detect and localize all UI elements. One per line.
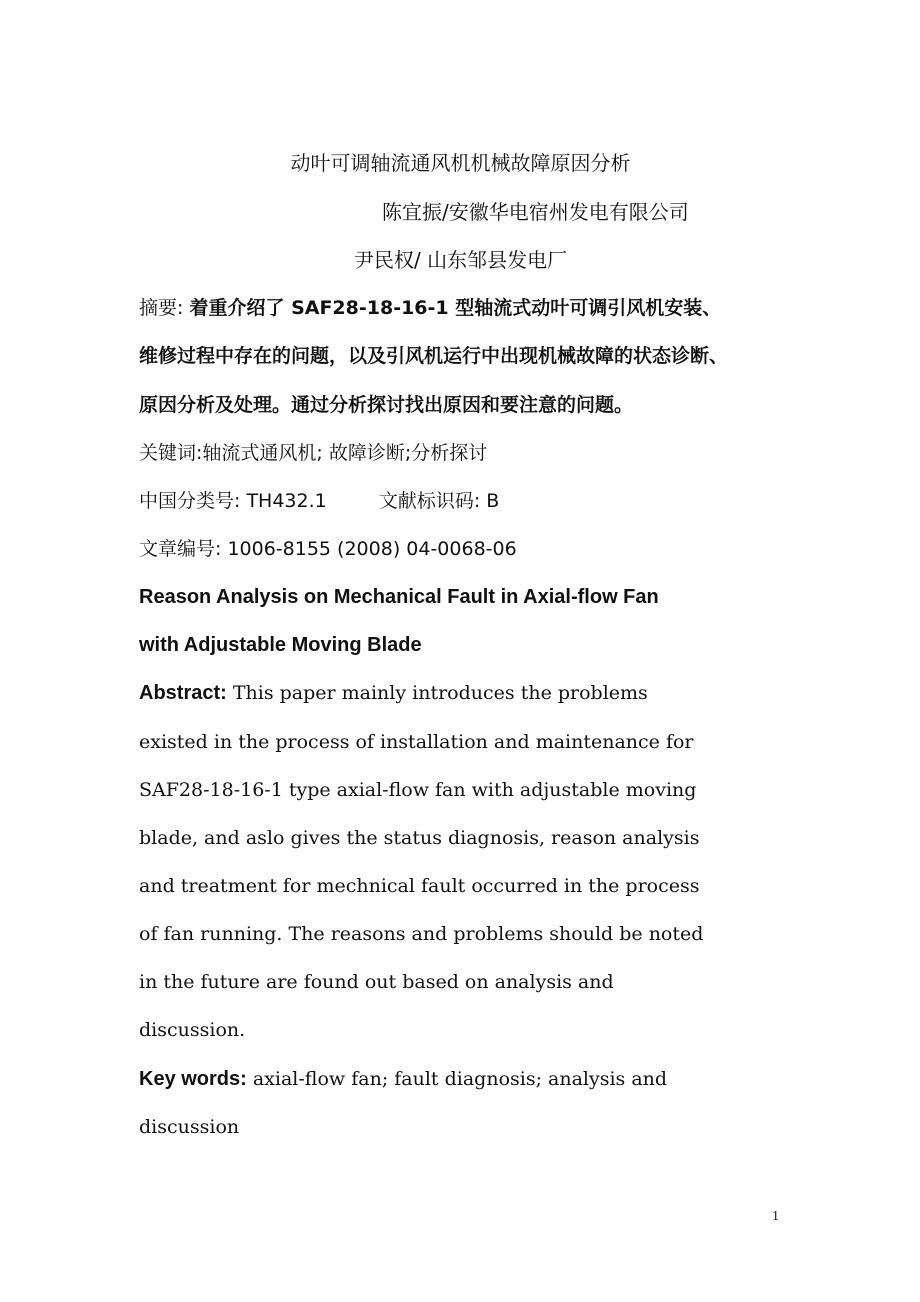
doc-code-value: B — [486, 490, 500, 512]
abstract-cn-text-2: 维修过程中存在的问题，以及引风机运行中出现机械故障的状态诊断、 — [139, 345, 729, 367]
doc-code-label: 文献标识码: — [378, 490, 481, 512]
abstract-en-text-4: blade, and aslo gives the status diagnosis, reason analysis — [139, 827, 700, 849]
chinese-title: 动叶可调轴流通风机机械故障原因分析 — [290, 151, 631, 175]
abstract-en-label: Abstract: — [139, 682, 227, 704]
abstract-cn-text-3: 原因分析及处理。通过分析探讨找出原因和要注意的问题。 — [139, 394, 634, 416]
classification-line — [139, 488, 499, 514]
keywords-cn-label: 关键词: — [139, 442, 203, 464]
english-title-line-2: with Adjustable Moving Blade — [139, 634, 422, 656]
abstract-en-text-8: discussion. — [139, 1019, 246, 1041]
abstract-cn-label: 摘要: — [139, 297, 184, 319]
abstract-en-text-5: and treatment for mechnical fault occurred in the process — [139, 875, 700, 897]
keywords-en-line-1 — [139, 1066, 667, 1092]
abstract-en-line-1 — [139, 680, 648, 706]
keywords-en-text: axial-flow fan; fault diagnosis; analysis and — [252, 1068, 668, 1090]
classification-label: 中国分类号: — [139, 490, 241, 512]
author-line-1: 陈宜振/安徽华电宿州发电有限公司 — [382, 200, 689, 224]
author-line-2: 尹民权/ 山东邹县发电厂 — [354, 248, 568, 272]
article-number-line — [139, 536, 517, 562]
english-title-line-1: Reason Analysis on Mechanical Fault in Axial-flow Fan — [139, 586, 659, 608]
abstract-en-text-2: existed in the process of installation and maintenance for — [139, 731, 694, 753]
abstract-en-text-1: This paper mainly introduces the problems — [232, 682, 648, 704]
keywords-cn-text: 轴流式通风机; 故障诊断;分析探讨 — [202, 442, 488, 464]
keywords-en-line-2: discussion — [139, 1116, 240, 1138]
article-number-label: 文章编号: — [139, 538, 222, 560]
abstract-cn-text-1: 着重介绍了 SAF28-18-16-1 型轴流式动叶可调引风机安装、 — [189, 297, 722, 319]
keywords-en-label: Key words: — [139, 1068, 247, 1090]
abstract-cn-line-1 — [139, 295, 721, 321]
article-number-value: 1006-8155 (2008) 04-0068-06 — [227, 538, 517, 560]
classification-value: TH432.1 — [246, 490, 327, 512]
abstract-en-text-6: of fan running. The reasons and problems should be noted — [139, 923, 704, 945]
abstract-en-text-3: SAF28-18-16-1 type axial-flow fan with adjustable moving — [139, 779, 697, 801]
keywords-cn-line — [139, 440, 487, 466]
page-number: 1 — [772, 1209, 779, 1224]
abstract-en-text-7: in the future are found out based on analysis and — [139, 971, 614, 993]
